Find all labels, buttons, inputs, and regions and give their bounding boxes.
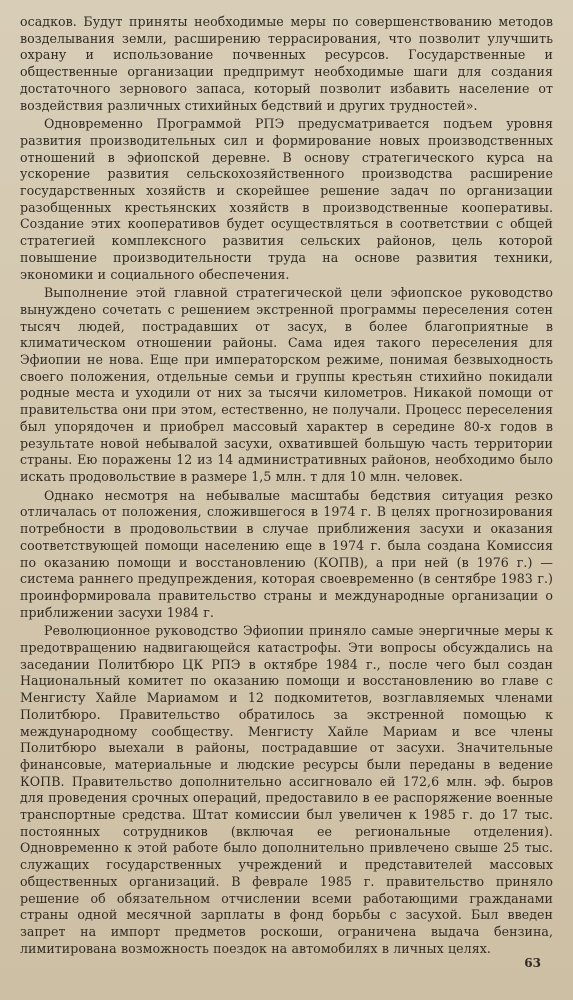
paragraph-1: осадков. Будут приняты необходимые меры по совершенствованию методов возделывания земли, расширению террасирования, что позволит улучшить охрану и использование почвенных ресурсов. Государственные и общественные организации предпримут необходимые шаги для создания достаточного зернового запаса, который позволит избавить население от воздействия различных стихийных бедствий и других трудностей». bbox=[20, 14, 553, 113]
paragraph-4: Однако несмотря на небывалые масштабы бедствия ситуация резко отличалась от положения, сложившегося в 1974 г. В целях прогнозирования потребности в продовольствии в случае приближения засухи и оказания соответствующей помощи населению еще в 1974 г. была создана Комиссия по оказанию помощи и восстановлению (КОПВ), а при ней (в 1976 г.) — система раннего предупреждения, которая своевременно (в сентябре 1983 г.) проинформировала правительство страны и международные организации о приближении засухи 1984 г. bbox=[20, 487, 553, 620]
page-number: 63 bbox=[524, 956, 541, 970]
paragraph-5: Революционное руководство Эфиопии приняло самые энергичные меры к предотвращению надвигающейся катастрофы. Эти вопросы обсуждались на заседании Политбюро ЦК РПЭ в октябре 1984 г., после чего был создан Национальный комитет по оказанию помощи и восстановлению во главе с Менгисту Хайле Мариамом и 12 подкомитетов, возглавляемых членами Политбюро. Правительство обратилось за экстренной помощью к международному сообществу. Менгисту Хайле Мариам и все члены Политбюро выехали в районы, пострадавшие от засухи. Значительные финансовые, материальные и людские ресурсы были переданы в ведение КОПВ. Правительство дополнительно ассигновало ей 172,6 млн. эф. быров для проведения срочных операций, предоставило в ее распоряжение военные транспортные средства. Штат комиссии был увеличен к 1985 г. до 17 тыс. постоянных сотрудников (включая ее региональные отделения). Одновременно к этой работе было дополнительно привлечено свыше 25 тыс. служащих государственных учреждений и представителей массовых общественных организаций. В феврале 1985 г. правительство приняло решение об обязательном отчислении всеми работающими гражданами страны одной месячной зарплаты в фонд борьбы с засухой. Был введен запрет на импорт предметов роскоши, ограничена выдача бензина, лимитирована возможность поездок на автомобилях в личных целях. bbox=[20, 623, 553, 956]
paragraph-2: Одновременно Программой РПЭ предусматривается подъем уровня развития производительных сил и формирование новых производственных отношений в эфиопской деревне. В основу стратегического курса на ускорение развития сельскохозяйственного производства расширение государственных хозяйств и скорейшее решение задач по организации разобщенных крестьянских хозяйств в производственные кооперативы. Создание этих кооперативов будет осуществляться в соответствии с общей стратегией комплексного развития сельских районов, цель которой повышение производительности труда на основе развития техники, экономики и социального обеспечения. bbox=[20, 116, 553, 282]
paragraph-3: Выполнение этой главной стратегической цели эфиопское руководство вынуждено сочетать с решением экстренной программы переселения сотен тысяч людей, пострадавших от засух, в более благоприятные в климатическом отношении районы. Сама идея такого переселения для Эфиопии не нова. Еще при императорском режиме, понимая безвыходность своего положения, отдельные семьи и группы крестьян стихийно покидали родные места и уходили от них за тысячи километров. Никакой помощи от правительства они при этом, естественно, не получали. Процесс переселения был упорядочен и приобрел массовый характер в середине 80-х годов в результате новой небывалой засухи, охватившей большую часть территории страны. Ею поражены 12 из 14 административных районов, необходимо было искать продовольствие в размере 1,5 млн. т для 10 млн. человек. bbox=[20, 285, 553, 484]
